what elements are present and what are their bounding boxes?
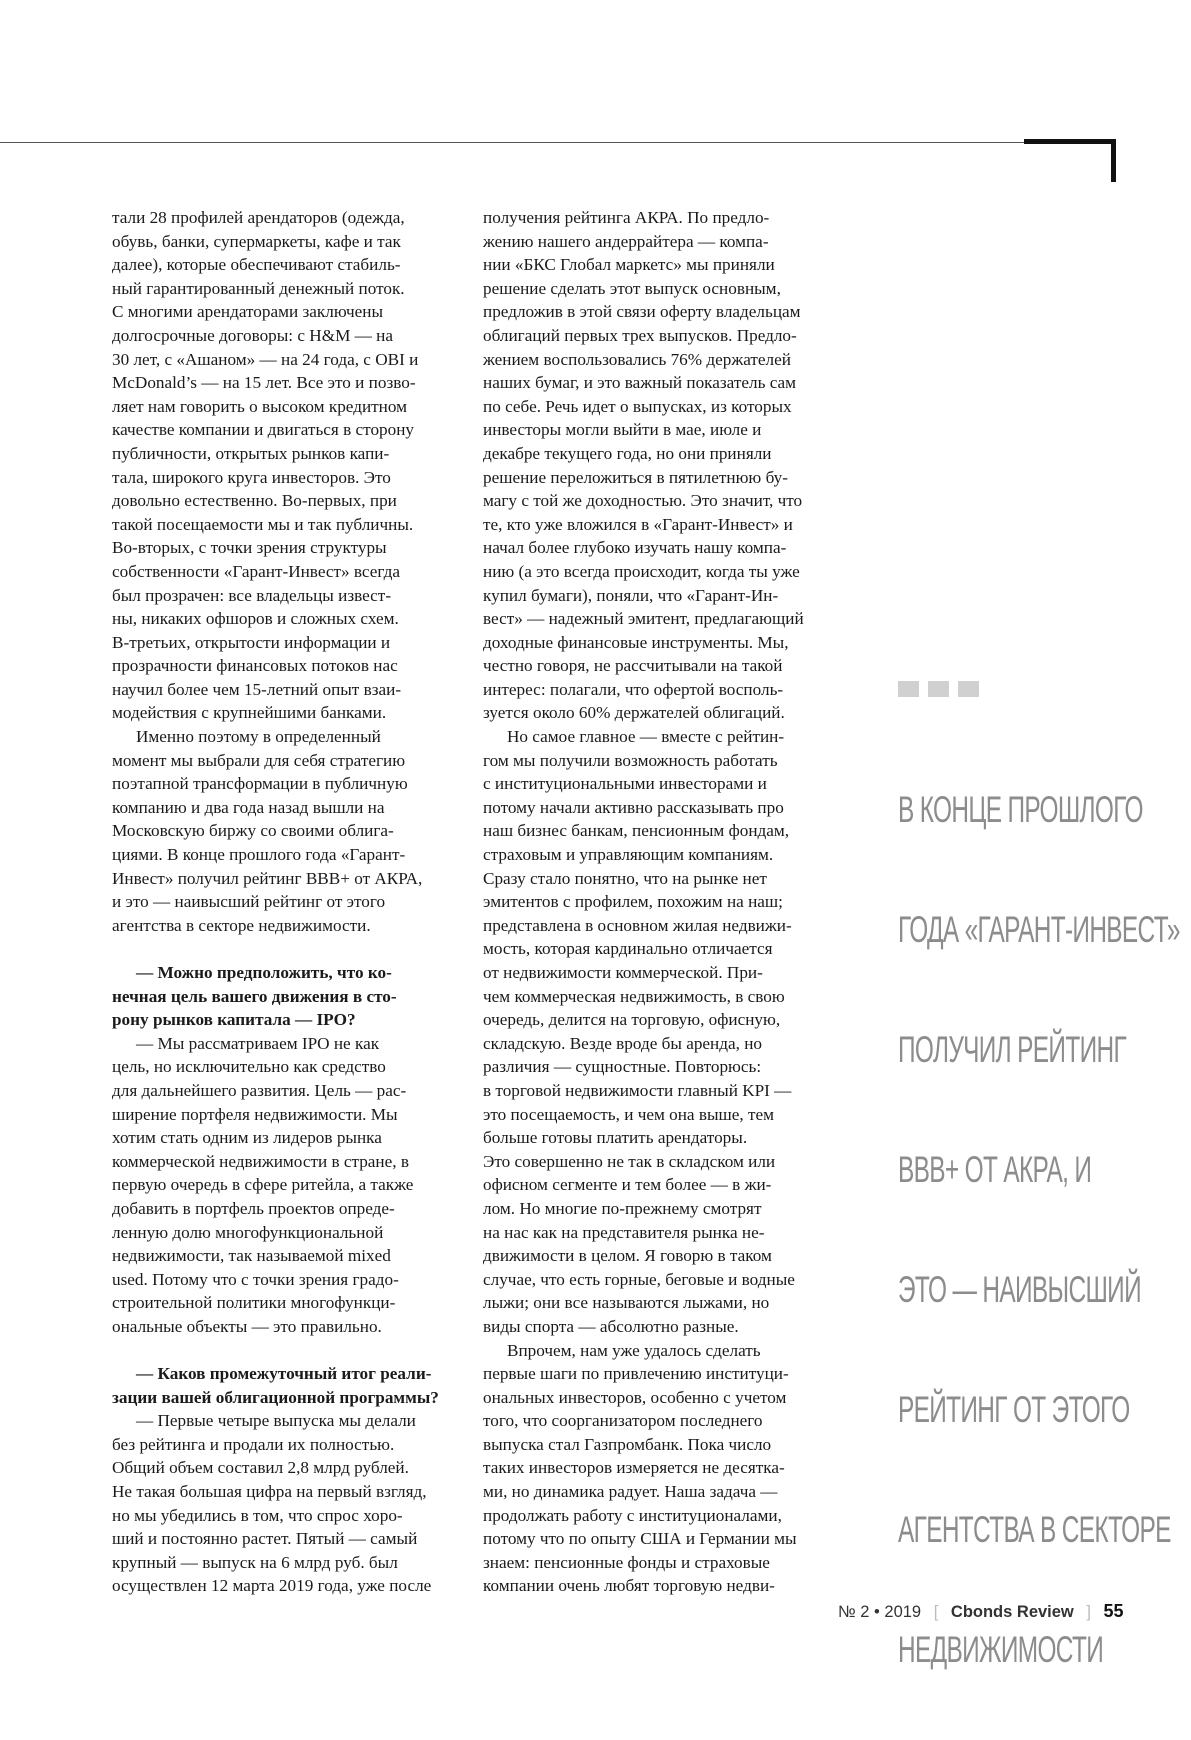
pull-quote-line: BBB+ ОТ АКРА, И <box>898 1149 1092 1190</box>
page-number: 55 <box>1103 1601 1124 1621</box>
article-column-left <box>112 206 462 1598</box>
interview-answer: — Первые четыре выпуска мы делали без рейтинга и продали их полностью. Общий объем составил 2,8 млрд рублей. Не такая большая цифра на первый взгляд, но мы убедились в том, что спрос хоро- ший и постоянно растет. Пятый — самый крупный — выпуск на 6 млрд руб. был осуществлен 12 марта 2019 года, уже после <box>112 1411 432 1596</box>
interview-question: — Можно предположить, что ко- нечная цель вашего движения в сто- рону рынков капитала — IPO? <box>112 963 397 1030</box>
issue-number: № 2 • 2019 <box>838 1603 922 1621</box>
interview-answer: — Мы рассматриваем IPO не как цель, но исключительно как средство для дальнейшего развития. Цель — рас- ширение портфеля недвижимости. Мы хотим стать одним из лидеров рынка коммерческой недвижимости в стране, в первую очередь в сфере ритейла, а также добавить в портфель проектов опреде- ленную долю многофункциональной недвижимости, так называемой mixed used. Потому что с точки зрения градо- строительной политики многофункци- ональные объекты — это правильно. <box>112 1033 414 1336</box>
interview-question: — Каков промежуточный итог реали- зации вашей облигационной программы? <box>112 1364 439 1407</box>
paragraph: Но самое главное — вместе с рейтин- гом мы получили возможность работать с институциональными инвесторами и потому начали активно рассказывать про наш бизнес банкам, пенсионным фондам, страховым и управляющим компаниям. Сразу стало понятно, что на рынке нет эмитентов с профилем, похожим на наш; представлена в основном жилая недвижи- мость, которая кардинально отличается от недвижимости коммерческой. При- чем коммерческая недвижимость, в свою очередь, делится на торговую, офисную, складскую. Везде вроде бы аренда, но различия — сущностные. Повторюсь: в торговой недвижимости главный KPI — это посещаемость, и чем она выше, тем больше готовы платить арендаторы. Это совершенно не так в складском или офисном сегменте и тем более — в жи- лом. Но многие по-прежнему смотрят на нас как на представителя рынка не- движимости в целом. Я говорю в таком случае, что есть горные, беговые и водные лыжи; они все называются лыжами, но виды спорта — абсолютно разные. <box>483 727 795 1336</box>
pull-quote-line: РЕЙТИНГ ОТ ЭТОГО <box>898 1389 1130 1430</box>
decorative-square <box>898 681 919 697</box>
paragraph: Именно поэтому в определенный момент мы выбрали для себя стратегию поэтапной трансформации в публичную компанию и два года назад вышли на Московскую биржу со своими облига- циями. В конце прошлого года «Гарант- Инвест» получил рейтинг BBB+ от АКРА, и это — наивысший рейтинг от этого агентства в секторе недвижимости. <box>112 727 423 935</box>
pull-quote-line: ПОЛУЧИЛ РЕЙТИНГ <box>898 1029 1127 1070</box>
decorative-square <box>928 681 949 697</box>
header-rule <box>0 142 1026 143</box>
article-column-right <box>483 206 835 1598</box>
pull-quote-line: В КОНЦЕ ПРОШЛОГО <box>898 789 1143 830</box>
pull-quote-line: НЕДВИЖИМОСТИ <box>898 1629 1104 1670</box>
bracket-close: ] <box>1086 1603 1091 1621</box>
page-footer <box>838 1601 1124 1625</box>
corner-mark-vertical <box>1111 139 1116 182</box>
corner-mark-horizontal <box>1024 139 1116 144</box>
bracket-open: [ <box>933 1603 939 1621</box>
pull-quote-line: АГЕНТСТВА В СЕКТОРЕ <box>898 1509 1171 1550</box>
pull-quote-decoration <box>898 681 979 697</box>
paragraph: тали 28 профилей арендаторов (одежда, обувь, банки, супермаркеты, кафе и так далее), которые обеспечивают стабиль- ный гарантированный денежный поток. С многими арендаторами заключены долгосрочные договоры: с H&M — на 30 лет, с «Ашаном» — на 24 года, с OBI и McDonald’s — на 15 лет. Все это и позво- ляет нам говорить о высоком кредитном качестве компании и двигаться в сторону публичности, открытых рынков капи- тала, широкого круга инвесторов. Это довольно естественно. Во-первых, при такой посещаемости мы и так публичны. Во-вторых, с точки зрения структуры собственности «Гарант-Инвест» всегда был прозрачен: все владельцы извест- ны, никаких офшоров и сложных схем. В-третьих, открытости информации и прозрачности финансовых потоков нас научил более чем 15-летний опыт взаи- модействия с крупнейшими банками. <box>112 208 419 723</box>
pull-quote-line: ЭТО — НАИВЫСШИЙ <box>898 1269 1141 1310</box>
decorative-square <box>958 681 979 697</box>
magazine-name: Cbonds Review <box>950 1603 1074 1621</box>
paragraph: Впрочем, нам уже удалось сделать первые шаги по привлечению институци- ональных инвесторов, особенно с учетом того, что соорганизатором последнего выпуска стал Газпромбанк. Пока число таких инвесторов измеряется не десятка- ми, но динамика радует. Наша задача — продолжать работу с институционалами, потому что по опыту США и Германии мы знаем: пенсионные фонды и страховые компании очень любят торговую недви- <box>483 1340 797 1596</box>
pull-quote-line: ГОДА «ГАРАНТ-ИНВЕСТ» <box>898 909 1180 950</box>
paragraph: получения рейтинга АКРА. По предло- жению нашего андеррайтера — компа- нии «БКС Глобал маркетс» мы приняли решение сделать этот выпуск основным, предложив в этой связи оферту владельцам облигаций первых трех выпусков. Предло- жением воспользовались 76% держателей наших бумаг, и это важный показатель сам по себе. Речь идет о выпусках, из которых инвесторы могли выйти в мае, июле и декабре текущего года, но они приняли решение переложиться в пятилетнюю бу- магу с той же доходностью. Это значит, что те, кто уже вложился в «Гарант-Инвест» и начал более глубоко изучать нашу компа- нию (а это всегда происходит, когда ты уже купил бумаги), поняли, что «Гарант-Ин- вест» — надежный эмитент, предлагающий доходные финансовые инструменты. Мы, честно говоря, не рассчитывали на такой интерес: полагали, что офертой восполь- зуется около 60% держателей облигаций. <box>483 208 804 723</box>
